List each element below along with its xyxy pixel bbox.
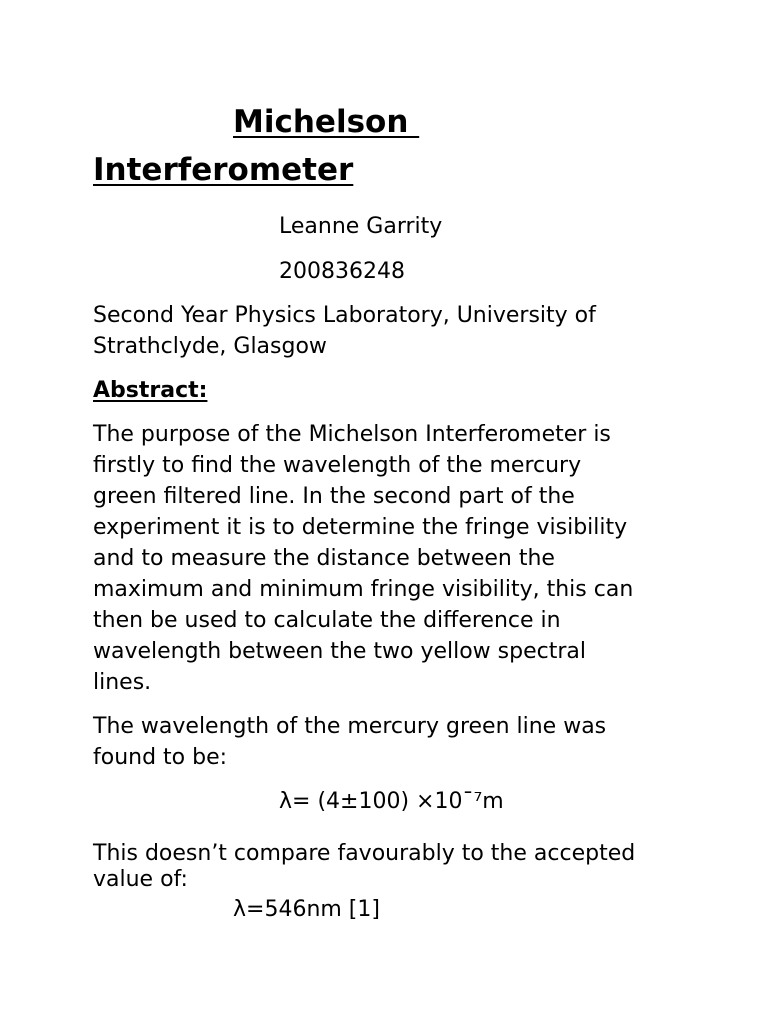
affiliation (93, 300, 596, 362)
author-name: Leanne Garrity (279, 214, 443, 239)
affiliation-line: Second Year Physics Laboratory, University of (93, 303, 596, 328)
abstract-line: and to measure the distance between the (93, 546, 555, 571)
comparison-line: value of: (93, 867, 188, 892)
abstract-line: firstly to find the wavelength of the mercury (93, 453, 582, 478)
comparison-line: This doesn’t compare favourably to the accepted (93, 841, 636, 866)
title-line-2: Interferometer (93, 152, 354, 188)
abstract-line: experiment it is to determine the fringe visibility (93, 515, 628, 540)
result-line: found to be: (93, 745, 228, 770)
abstract-line: wavelength between the two yellow spectral (93, 639, 586, 664)
affiliation-line: Strathclyde, Glasgow (93, 334, 327, 359)
result-paragraph (93, 711, 606, 773)
result-line: The wavelength of the mercury green line was (93, 714, 607, 739)
abstract-line: maximum and minimum fringe visibility, this can (93, 577, 634, 602)
abstract-line: The purpose of the Michelson Interferometer is (93, 422, 611, 447)
measured-wavelength-equation: λ= (4±100) ×10ˉ⁷m (279, 789, 504, 814)
title-line-1: Michelson (233, 104, 420, 140)
abstract-paragraph (93, 419, 633, 698)
abstract-line: lines. (93, 670, 152, 695)
abstract-line: green filtered line. In the second part of the (93, 484, 575, 509)
accepted-wavelength-equation: λ=546nm [1] (233, 897, 380, 922)
comparison-paragraph (93, 841, 635, 893)
abstract-line: then be used to calculate the difference in (93, 608, 561, 633)
student-id: 200836248 (279, 259, 405, 284)
abstract-heading: Abstract: (93, 378, 208, 403)
